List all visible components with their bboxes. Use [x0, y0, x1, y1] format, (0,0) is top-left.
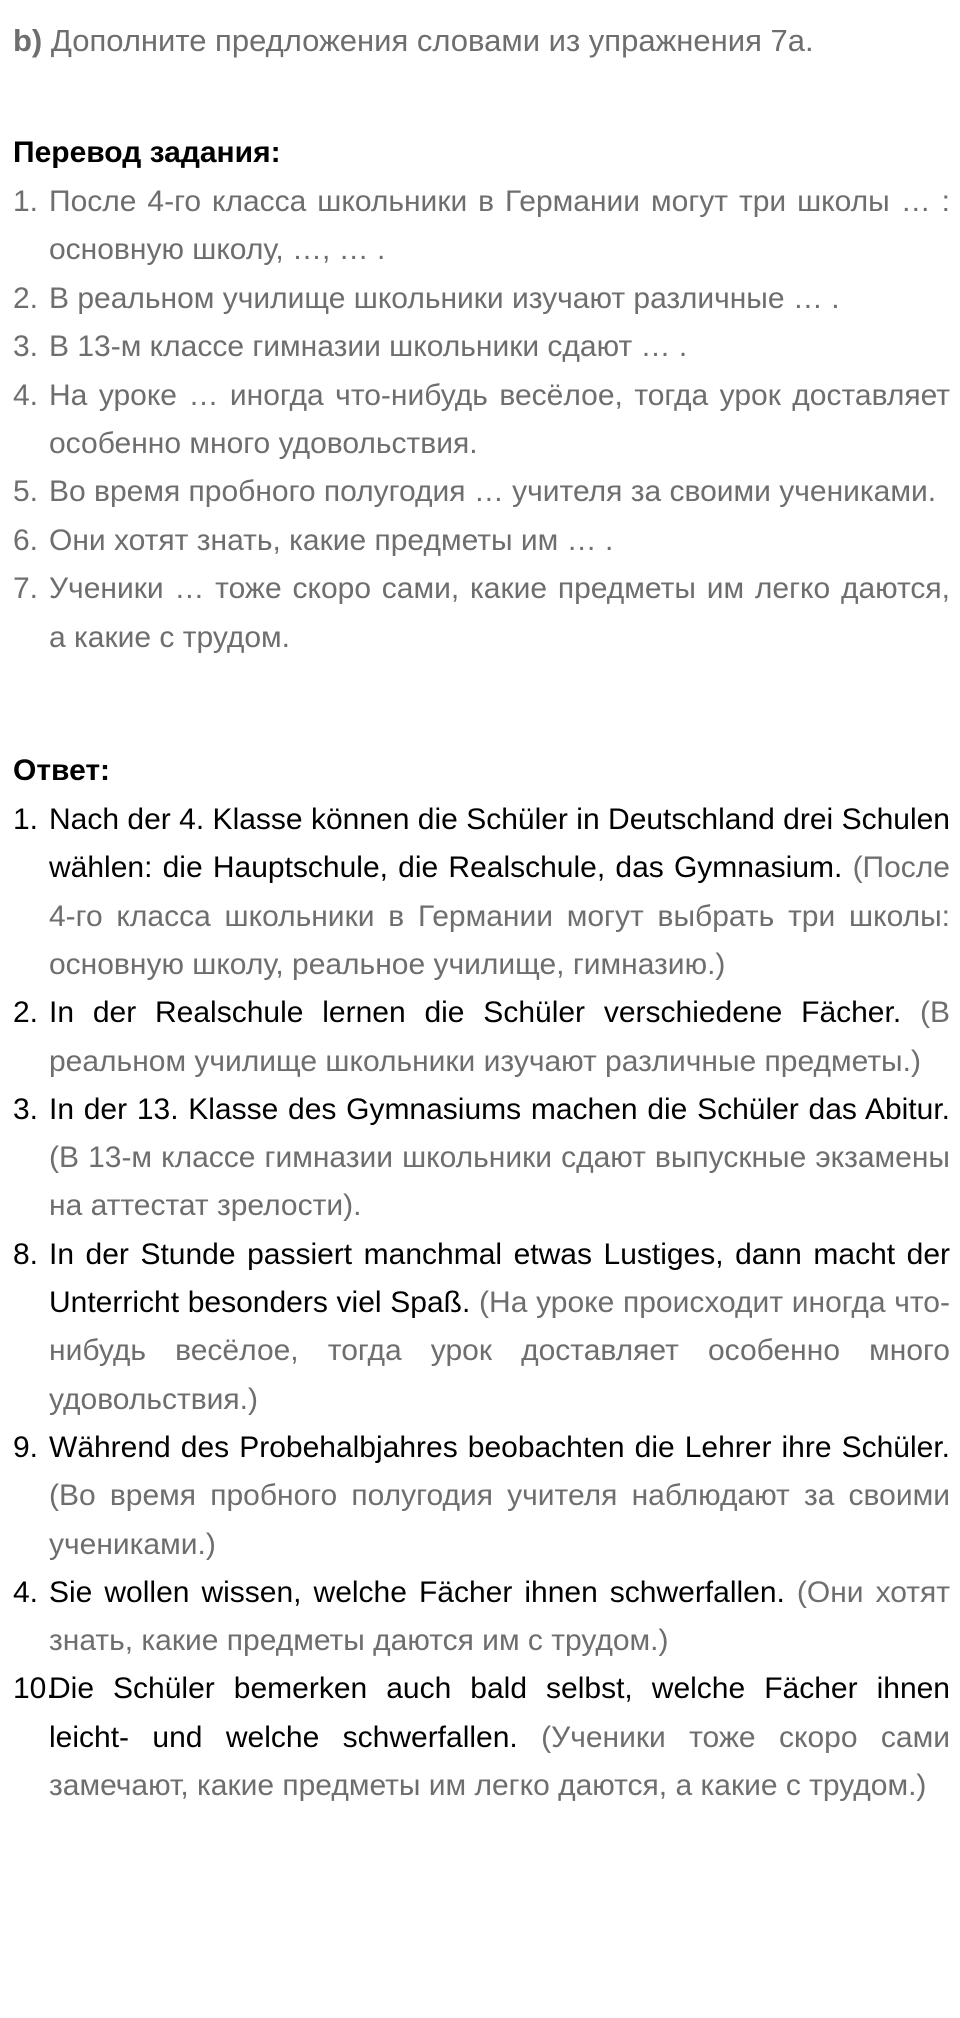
answer-item	[13, 1231, 950, 1424]
item-number: 7.	[13, 572, 39, 606]
item-number: 3.	[13, 330, 39, 364]
answer-russian: (Они хотят знать, какие предметы даются им с трудом.)	[49, 1575, 950, 1658]
answer-german: In der Realschule lernen die Schüler verschiedene Fächer.	[49, 996, 902, 1030]
answer-item	[13, 989, 950, 1086]
answer-heading: Ответ:	[13, 754, 111, 788]
item-number: 2.	[13, 281, 39, 315]
item-number: 1.	[13, 185, 39, 218]
answer-russian: (На уроке происходит иногда что-нибудь весёлое, тогда урок доставляет особенно много удовольствия.)	[49, 1286, 950, 1416]
answer-russian: (После 4-го класса школьники в Германии могут выбрать три школы: основную школу, реальное училище, гимназию.)	[49, 851, 950, 981]
answer-russian: (В 13-м классе гимназии школьники сдают выпускные экзамены на аттестат зрелости).	[49, 1141, 950, 1223]
item-text: На уроке … иногда что-нибудь весёлое, тогда урок доставляет особенно много удовольствия.	[49, 378, 950, 461]
translation-item	[13, 468, 950, 516]
item-number: 9.	[13, 1430, 39, 1464]
answer-german: Die Schüler bemerken auch bald selbst, welche Fächer ihnen leicht- und welche schwerfallen.	[49, 1672, 950, 1754]
task-text: Дополните предложения словами из упражнения 7a.	[50, 23, 814, 58]
translation-item	[13, 323, 950, 371]
answer-item	[13, 1086, 950, 1231]
answer-russian: (В реальном училище школьники изучают различные предметы.)	[49, 996, 950, 1078]
item-number: 8.	[13, 1237, 39, 1271]
answer-german: Sie wollen wissen, welche Fächer ihnen schwerfallen.	[49, 1575, 785, 1609]
item-number: 2.	[13, 996, 39, 1030]
item-text: В реальном училище школьники изучают различные … .	[49, 281, 840, 315]
translation-item	[13, 178, 950, 275]
answer-item	[13, 796, 950, 989]
item-text: Во время пробного полугодия … учителя за своими учениками.	[49, 475, 937, 509]
task-instruction	[13, 14, 950, 68]
answer-russian: (Ученики тоже скоро сами замечают, какие предметы им легко даются, а какие с трудом.)	[49, 1720, 950, 1802]
answer-item	[13, 1424, 950, 1569]
answer-item	[13, 1665, 950, 1810]
item-number: 3.	[13, 1092, 39, 1126]
translation-item	[13, 275, 950, 323]
item-text: В 13-м классе гимназии школьники сдают … .	[49, 330, 688, 364]
item-text: После 4-го класса школьники в Германии могут три школы … : основную школу, …, … .	[49, 185, 950, 267]
translation-heading: Перевод задания:	[13, 136, 281, 169]
translation-item	[13, 372, 950, 469]
answer-russian: (Во время пробного полугодия учителя наблюдают за своими учениками.)	[49, 1479, 950, 1561]
translation-item	[13, 565, 950, 662]
item-number: 1.	[13, 803, 39, 837]
item-text: Ученики … тоже скоро сами, какие предметы им легко даются, а какие с трудом.	[49, 572, 950, 654]
answer-item	[13, 1569, 950, 1666]
item-number: 6.	[13, 523, 39, 557]
item-number: 5.	[13, 475, 39, 509]
answer-german: In der Stunde passiert manchmal etwas Lustiges, dann macht der Unterricht besonders viel Spaß.	[49, 1237, 950, 1320]
task-letter: b)	[13, 23, 43, 58]
answer-list	[13, 796, 950, 1810]
translation-list	[13, 178, 950, 662]
answer-german: In der 13. Klasse des Gymnasiums machen die Schüler das Abitur.	[49, 1092, 950, 1126]
item-number: 10.	[13, 1672, 55, 1706]
item-number: 4.	[13, 378, 39, 412]
answer-german: Während des Probehalbjahres beobachten die Lehrer ihre Schüler.	[49, 1430, 950, 1464]
item-number: 4.	[13, 1575, 39, 1609]
answer-german: Nach der 4. Klasse können die Schüler in Deutschland drei Schulen wählen: die Hauptschule, die Realschule, das Gymnasium.	[49, 803, 950, 885]
translation-item	[13, 517, 950, 565]
item-text: Они хотят знать, какие предметы им … .	[49, 523, 614, 557]
